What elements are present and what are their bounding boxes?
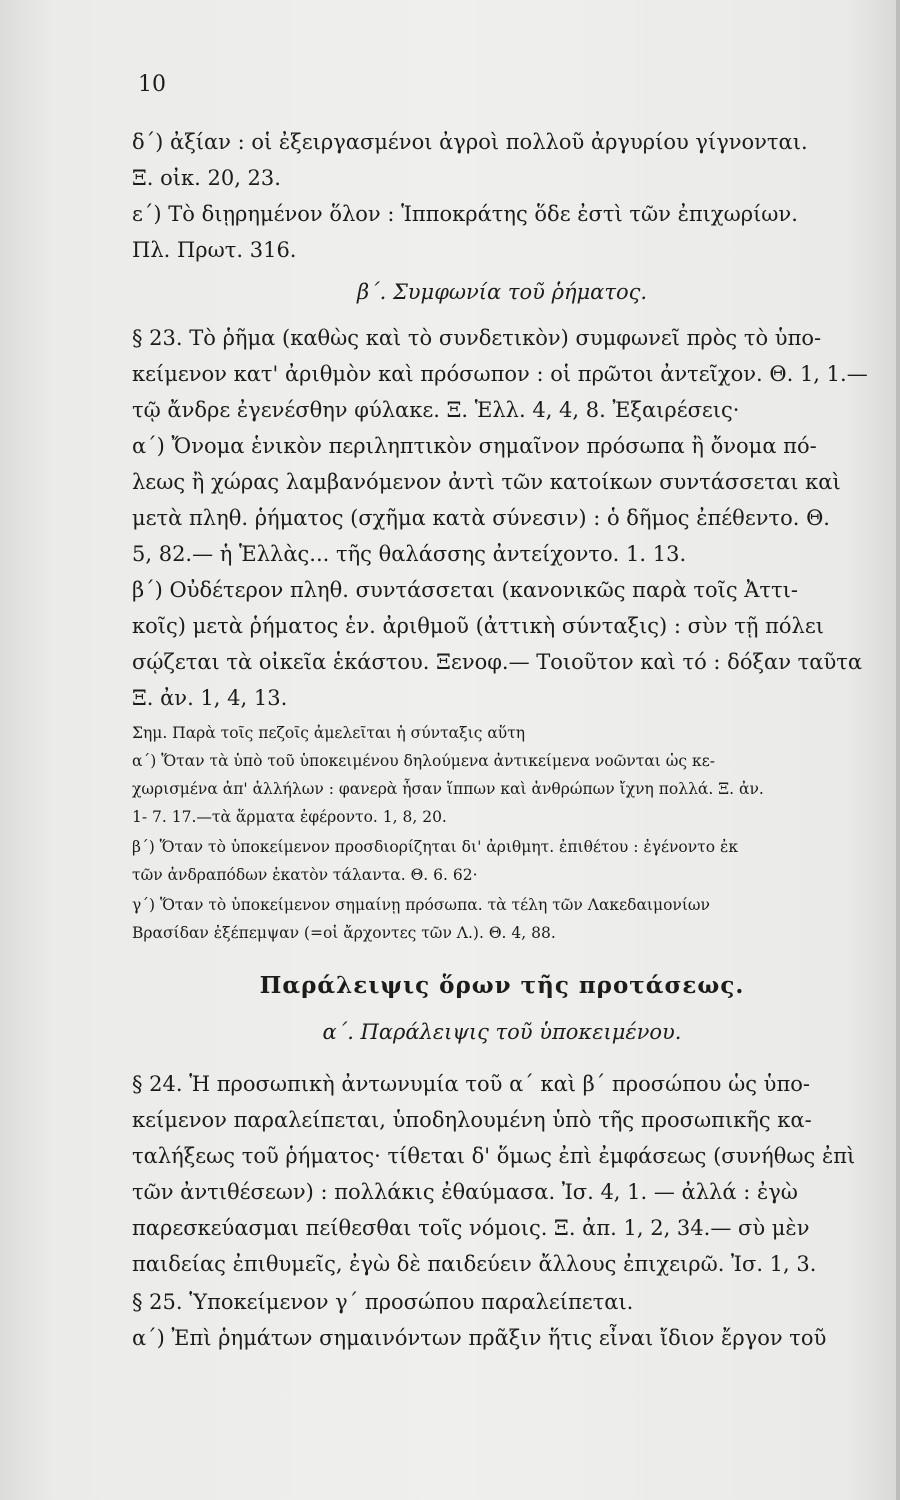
text-line: σῴζεται τὰ οἰκεῖα ἑκάστου. Ξενοφ.— Τοιοῦτον καὶ τό : δόξαν ταῦτα: [132, 650, 863, 674]
text-line: Πλ. Πρωτ. 316.: [132, 238, 297, 262]
text-line: κείμενον κατ' ἀριθμὸν καὶ πρόσωπον : οἱ πρῶτοι ἀντεῖχον. Θ. 1, 1.—: [132, 362, 868, 386]
text-line: § 25. Ὑποκείμενον γ΄ προσώπου παραλείπεται.: [132, 1290, 634, 1314]
text-line: 5, 82.— ἡ Ἑλλὰς... τῆς θαλάσσης ἀντείχοντο. 1. 13.: [132, 542, 687, 566]
chapter-heading: Παράλειψις ὅρων τῆς προτάσεως.: [259, 972, 745, 999]
note-line: χωρισμένα ἀπ' ἀλλήλων : φανερὰ ἦσαν ἵππων καὶ ἀνθρώπων ἴχνη πολλά. Ξ. ἀν.: [132, 780, 764, 798]
note-line: γ΄) Ὅταν τὸ ὑποκείμενον σημαίνῃ πρόσωπα. τὰ τέλη τῶν Λακεδαιμονίων: [132, 896, 710, 914]
section-subheading: β΄. Συμφωνία τοῦ ῥήματος.: [356, 280, 648, 304]
text-line: α΄) Ἐπὶ ῥημάτων σημαινόντων πρᾶξιν ἥτις εἶναι ἴδιον ἔργον τοῦ: [132, 1326, 827, 1350]
text-line: § 23. Τὸ ῥῆμα (καθὼς καὶ τὸ συνδετικὸν) συμφωνεῖ πρὸς τὸ ὑπο-: [132, 326, 822, 350]
text-line: § 24. Ἡ προσωπικὴ ἀντωνυμία τοῦ α΄ καὶ β΄ προσώπου ὡς ὑπο-: [132, 1072, 810, 1096]
text-line: παρεσκεύασμαι πείθεσθαι τοῖς νόμοις. Ξ. ἀπ. 1, 2, 34.— σὺ μὲν: [132, 1216, 810, 1240]
text-line: παιδείας ἐπιθυμεῖς, ἐγὼ δὲ παιδεύειν ἄλλους ἐπιχειρῶ. Ἰσ. 1, 3.: [132, 1252, 817, 1276]
text-line: Ξ. οἰκ. 20, 23.: [132, 166, 281, 190]
text-line: ταλήξεως τοῦ ῥήματος· τίθεται δ' ὅμως ἐπὶ ἐμφάσεως (συνήθως ἐπὶ: [132, 1144, 856, 1168]
note-line: 1- 7. 17.—τὰ ἅρματα ἐφέροντο. 1, 8, 20.: [132, 808, 447, 826]
text-line: δ΄) ἀξίαν : οἱ ἐξειργασμένοι ἀγροὶ πολλοῦ ἀργυρίου γίγνονται.: [132, 130, 808, 154]
text-line: λεως ἢ χώρας λαμβανόμενον ἀντὶ τῶν κατοίκων συντάσσεται καὶ: [132, 470, 841, 494]
section-subheading: α΄. Παράλειψις τοῦ ὑποκειμένου.: [322, 1020, 682, 1044]
page-number: 10: [138, 72, 166, 97]
text-line: τῶν ἀντιθέσεων) : πολλάκις ἐθαύμασα. Ἰσ. 4, 1. — ἀλλά : ἐγὼ: [132, 1180, 798, 1204]
text-line: κοῖς) μετὰ ῥήματος ἑν. ἀριθμοῦ (ἀττικὴ σύνταξις) : σὺν τῇ πόλει: [132, 614, 824, 638]
text-line: τῷ ἄνδρε ἐγενέσθην φύλακε. Ξ. Ἑλλ. 4, 4, 8. Ἐξαιρέσεις·: [132, 398, 740, 422]
note-line: Σημ. Παρὰ τοῖς πεζοῖς ἀμελεῖται ἡ σύνταξις αὕτη: [132, 724, 526, 742]
note-line: Βρασίδαν ἐξέπεμψαν (=οἱ ἄρχοντες τῶν Λ.). Θ. 4, 88.: [132, 924, 556, 942]
text-line: ε΄) Τὸ διῃρημένον ὅλον : Ἱπποκράτης ὅδε ἐστὶ τῶν ἐπιχωρίων.: [132, 202, 798, 226]
text-line: Ξ. ἀν. 1, 4, 13.: [132, 686, 288, 710]
text-line: κείμενον παραλείπεται, ὑποδηλουμένη ὑπὸ τῆς προσωπικῆς κα-: [132, 1108, 812, 1132]
note-line: τῶν ἀνδραπόδων ἑκατὸν τάλαντα. Θ. 6. 62·: [132, 866, 478, 884]
text-line: β΄) Οὐδέτερον πληθ. συντάσσεται (κανονικῶς παρὰ τοῖς Ἀττι-: [132, 578, 798, 602]
note-line: α΄) Ὅταν τὰ ὑπὸ τοῦ ὑποκειμένου δηλούμενα ἀντικείμενα νοῶνται ὡς κε-: [132, 752, 715, 770]
note-line: β΄) Ὅταν τὸ ὑποκείμενον προσδιορίζηται δι' ἀριθμητ. ἐπιθέτου : ἐγένοντο ἐκ: [132, 838, 739, 856]
text-line: μετὰ πληθ. ῥήματος (σχῆμα κατὰ σύνεσιν) : ὁ δῆμος ἐπέθεντο. Θ.: [132, 506, 830, 530]
page-edge-shadow: [896, 0, 900, 1500]
text-line: α΄) Ὄνομα ἑνικὸν περιληπτικὸν σημαῖνον πρόσωπα ἢ ὄνομα πό-: [132, 434, 817, 458]
